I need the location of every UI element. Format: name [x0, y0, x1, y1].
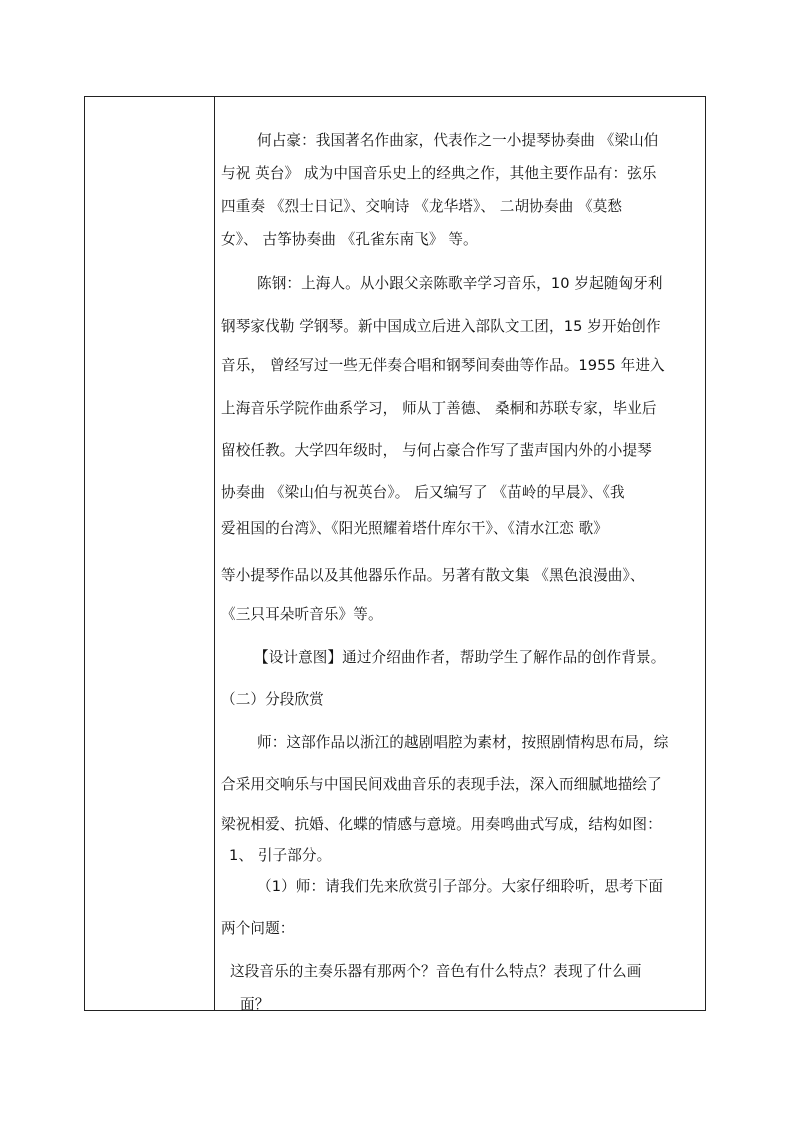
list-item-title: 1、 引子部分。: [229, 847, 332, 864]
text-line: 【设计意图】通过介绍曲作者，帮助学生了解作品的创作背景。: [254, 649, 666, 666]
text-line: 协奏曲 《梁山伯与祝英台》。 后又编写了 《苗岭的早晨》、《我: [221, 484, 625, 501]
text-line: 钢琴家伐勒 学钢琴。新中国成立后进入部队文工团，15 岁开始创作: [221, 318, 661, 335]
text-line: 上海音乐学院作曲系学习， 师从丁善德、 桑桐和苏联专家，毕业后: [221, 400, 657, 417]
text-line: （1）师：请我们先来欣赏引子部分。大家仔细聆听，思考下面: [257, 878, 664, 895]
text-line: 陈钢：上海人。从小跟父亲陈歌辛学习音乐，10 岁起随匈牙利: [257, 275, 663, 292]
question-line: 这段音乐的主奏乐器有那两个？音色有什么特点？表现了什么画: [230, 963, 642, 980]
text-line: 四重奏 《烈士日记》、交响诗 《龙华塔》、 二胡协奏曲 《莫愁: [221, 198, 623, 215]
text-line: 与祝 英台》 成为中国音乐史上的经典之作，其他主要作品有：弦乐: [221, 165, 657, 182]
text-line: 师：这部作品以浙江的越剧唱腔为素材，按照剧情构思布局，综: [257, 734, 669, 751]
text-line: 何占豪：我国著名作曲家，代表作之一小提琴协奏曲 《梁山伯: [257, 132, 659, 149]
text-line: 爱祖国的台湾》、《阳光照耀着塔什库尔干》、《清水江恋 歌》: [221, 520, 608, 537]
text-line: 梁祝相爱、抗婚、化蝶的情感与意境。用奏鸣曲式写成，结构如图：: [221, 816, 662, 833]
text-line: 音乐， 曾经写过一些无伴奏合唱和钢琴间奏曲等作品。1955 年进入: [221, 357, 665, 374]
text-line: 两个问题：: [221, 920, 295, 937]
section-heading: （二）分段欣赏: [221, 691, 324, 708]
text-line: 女》、 古筝协奏曲 《孔雀东南飞》 等。: [221, 231, 478, 248]
text-line: 留校任教。大学四年级时， 与何占豪合作写了蜚声国内外的小提琴: [221, 442, 652, 459]
text-line: 《三只耳朵听音乐》等。: [221, 606, 383, 623]
text-line: 等小提琴作品以及其他器乐作品。另著有散文集 《黑色浪漫曲》、: [221, 567, 645, 584]
column-divider: [214, 97, 215, 1010]
question-line: 面？: [240, 996, 270, 1013]
text-line: 合采用交响乐与中国民间戏曲音乐的表现手法，深入而细腻地描绘了: [221, 776, 662, 793]
